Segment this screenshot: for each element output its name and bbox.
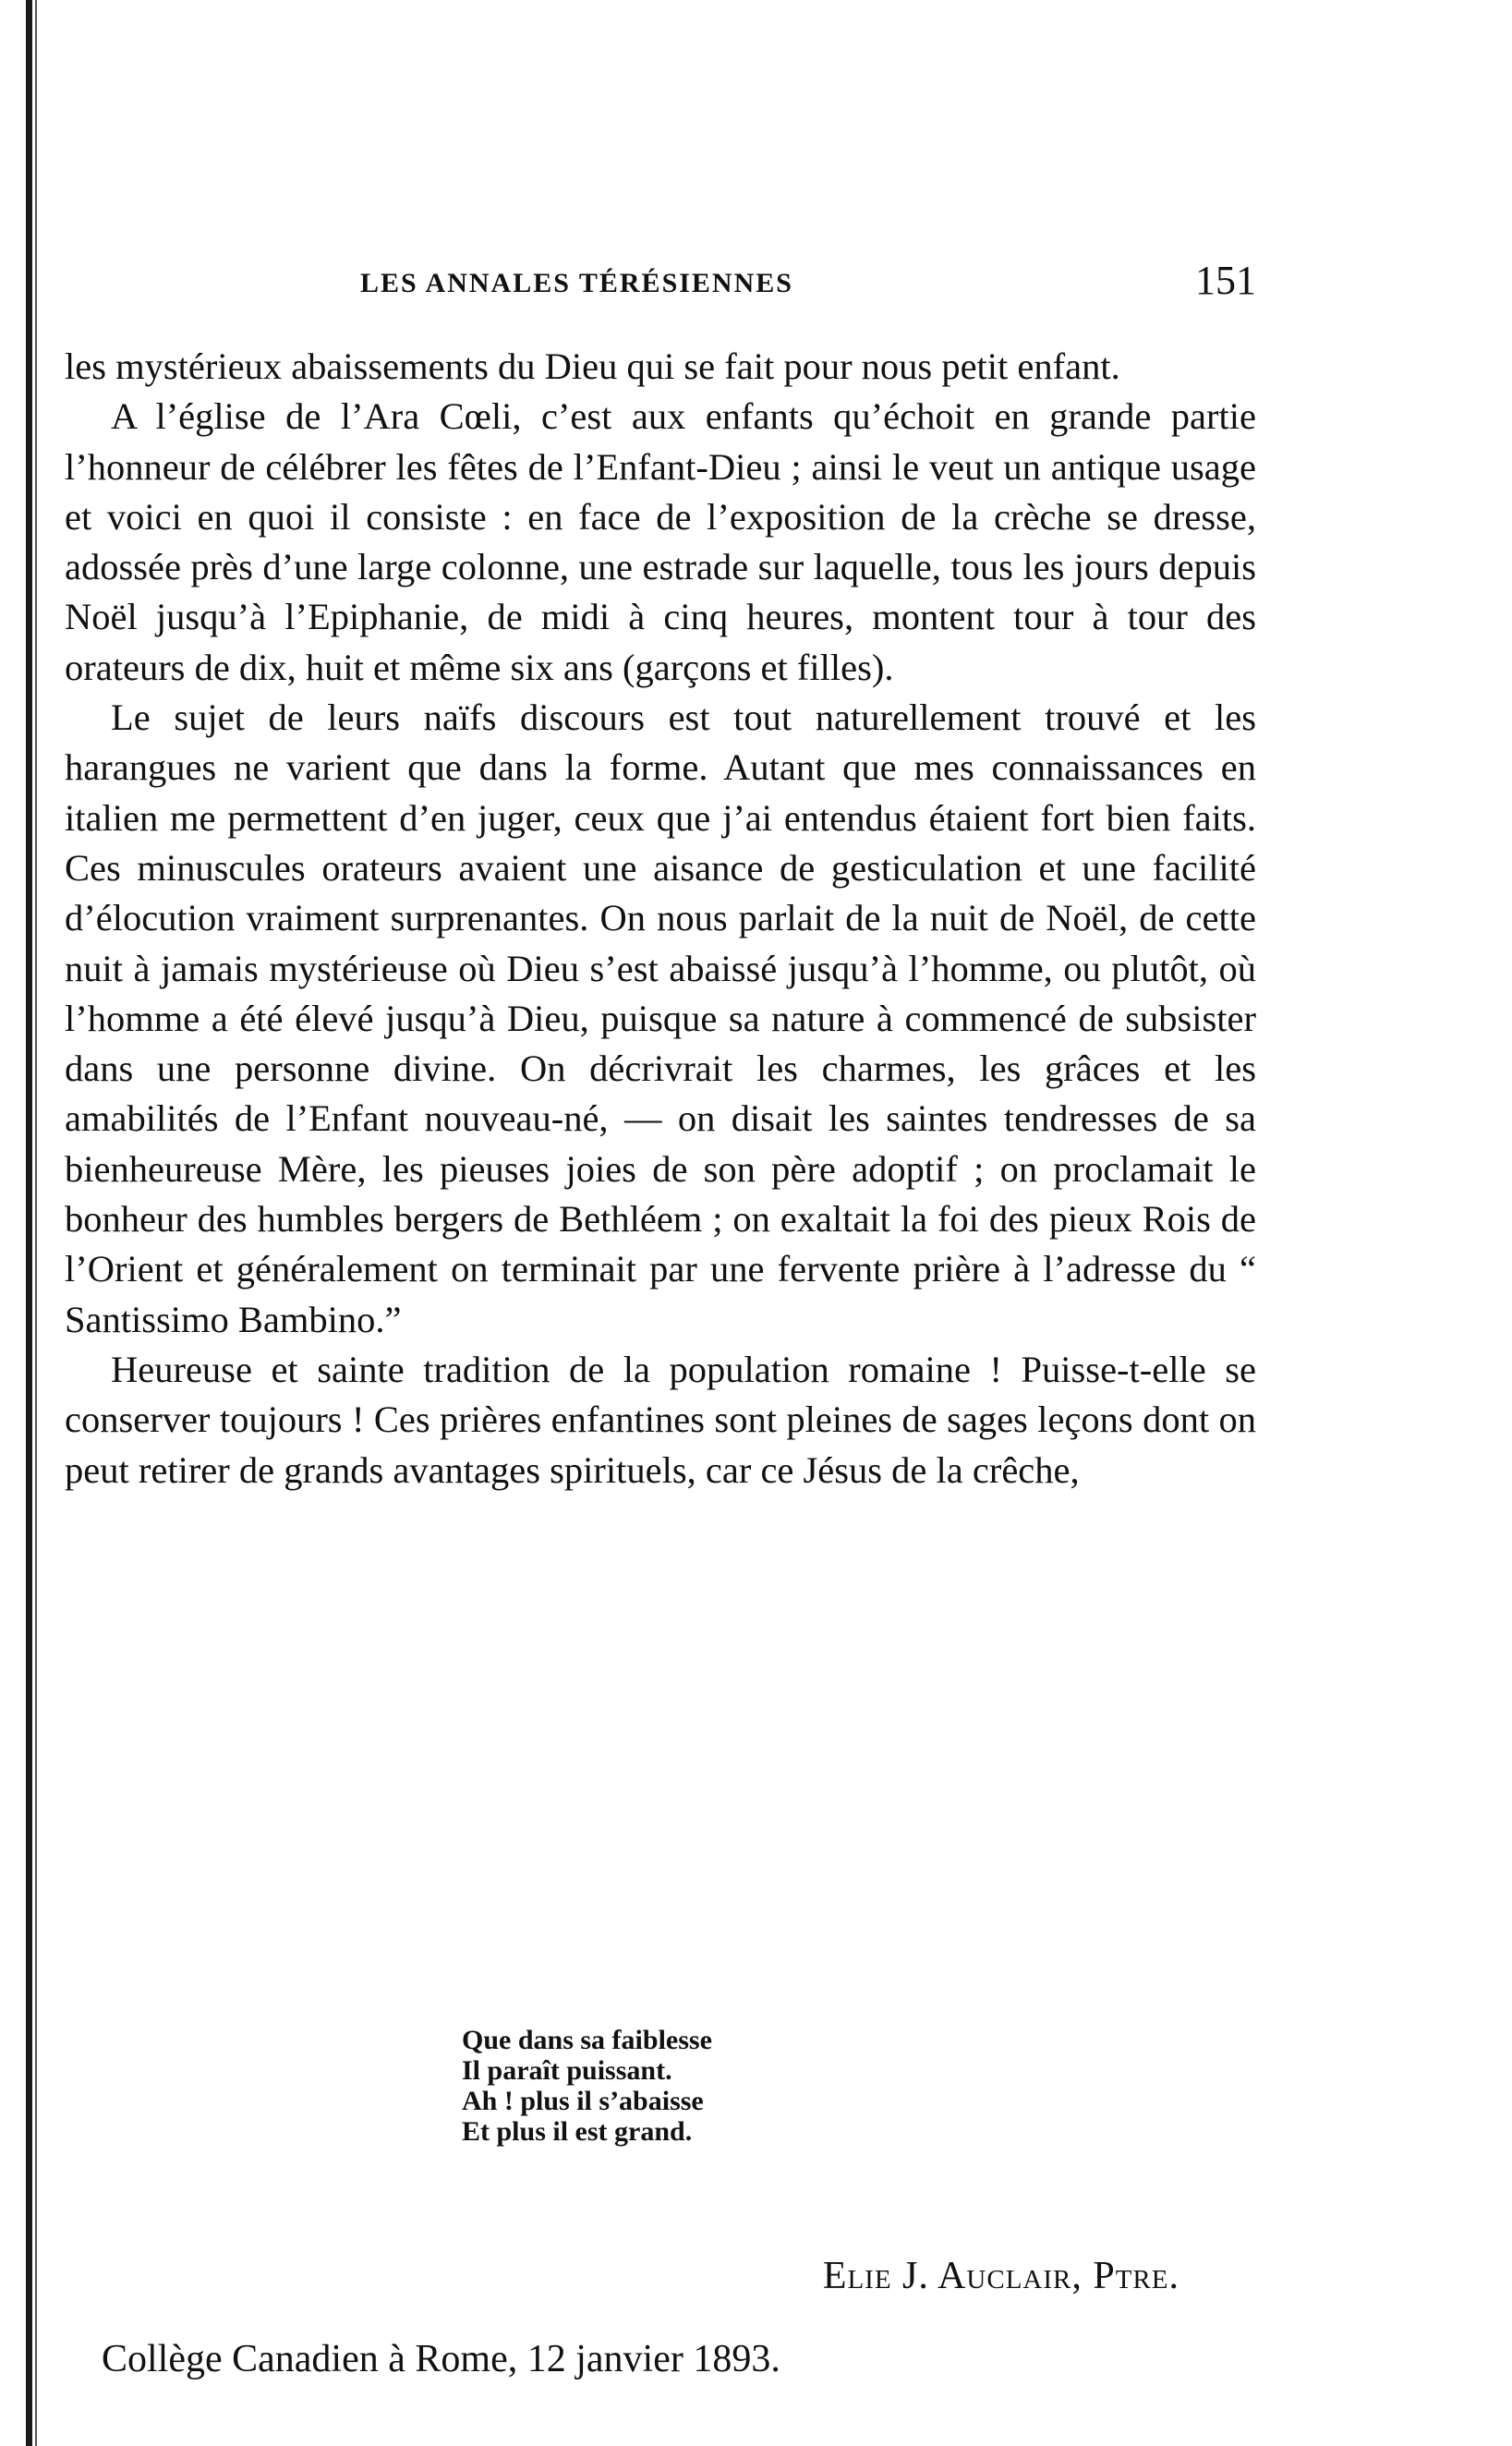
paragraph-4: Heureuse et sainte tradition de la population romaine ! Puisse-t-elle se conserver toujours ! Ces prières enfantines sont pleines de sages leçons dont on peut retirer de grands avantages spirituels, car ce Jésus de la crêche, — [65, 1348, 1256, 1491]
paragraph-2: A l’église de l’Ara Cœli, c’est aux enfants qu’échoit en grande partie l’honneur de célébrer les fêtes de l’Enfant-Dieu ; ainsi le veut un antique usage et voici en quoi il consiste : en face de l’exposition de la crèche se dresse, adossée près d’une large colonne, une estrade sur laquelle, tous les jours depuis Noël jusqu’à l’Epiphanie, de midi à cinq heures, montent tour à tour des orateurs de dix, huit et même six ans (garçons et filles). — [65, 395, 1256, 688]
verse-line-2: Il paraît puissant. — [462, 2055, 672, 2086]
running-title: LES ANNALES TÉRÉSIENNES — [360, 268, 793, 298]
verse-line-4: Et plus il est grand. — [462, 2116, 693, 2147]
verse-line-3: Ah ! plus il s’abaisse — [462, 2086, 704, 2116]
author-signature: Elie J. Auclair, Ptre. — [822, 2255, 1179, 2297]
body-text — [65, 342, 1256, 1495]
page-number: 151 — [1195, 258, 1256, 303]
page-header — [360, 257, 1256, 312]
binding-edge — [26, 0, 32, 2446]
paragraph-3: Le sujet de leurs naïfs discours est tout naturellement trouvé et les harangues ne varient que dans la forme. Autant que mes connaissances en italien me permettent d’en juger, ceux que j’ai entendus étaient fort bien faits. Ces minuscules orateurs avaient une aisance de gesticulation et une facilité d’élocution vraiment surprenantes. On nous parlait de la nuit de Noël, de cette nuit à jamais mystérieuse où Dieu s’est abaissé jusqu’à l’homme, ou plutôt, où l’homme a été élevé jusqu’à Dieu, puisque sa nature à commencé de subsister dans une personne divine. On décrivrait les charmes, les grâces et les amabilités de l’Enfant nouveau-né, — on disait les saintes tendresses de sa bienheureuse Mère, les pieuses joies de son père adoptif ; on proclamait le bonheur des humbles bergers de Bethléem ; on exaltait la foi des pieux Rois de l’Orient et généralement on terminait par une fervente prière à l’adresse du “ Santissimo Bambino.” — [65, 696, 1256, 1340]
verse-quote — [462, 2025, 712, 2147]
binding-edge-inner — [35, 0, 37, 2446]
dateline: Collège Canadien à Rome, 12 janvier 1893. — [102, 2338, 780, 2380]
verse-line-1: Que dans sa faiblesse — [462, 2025, 712, 2055]
paragraph-1: les mystérieux abaissements du Dieu qui se fait pour nous petit enfant. — [65, 345, 1120, 387]
